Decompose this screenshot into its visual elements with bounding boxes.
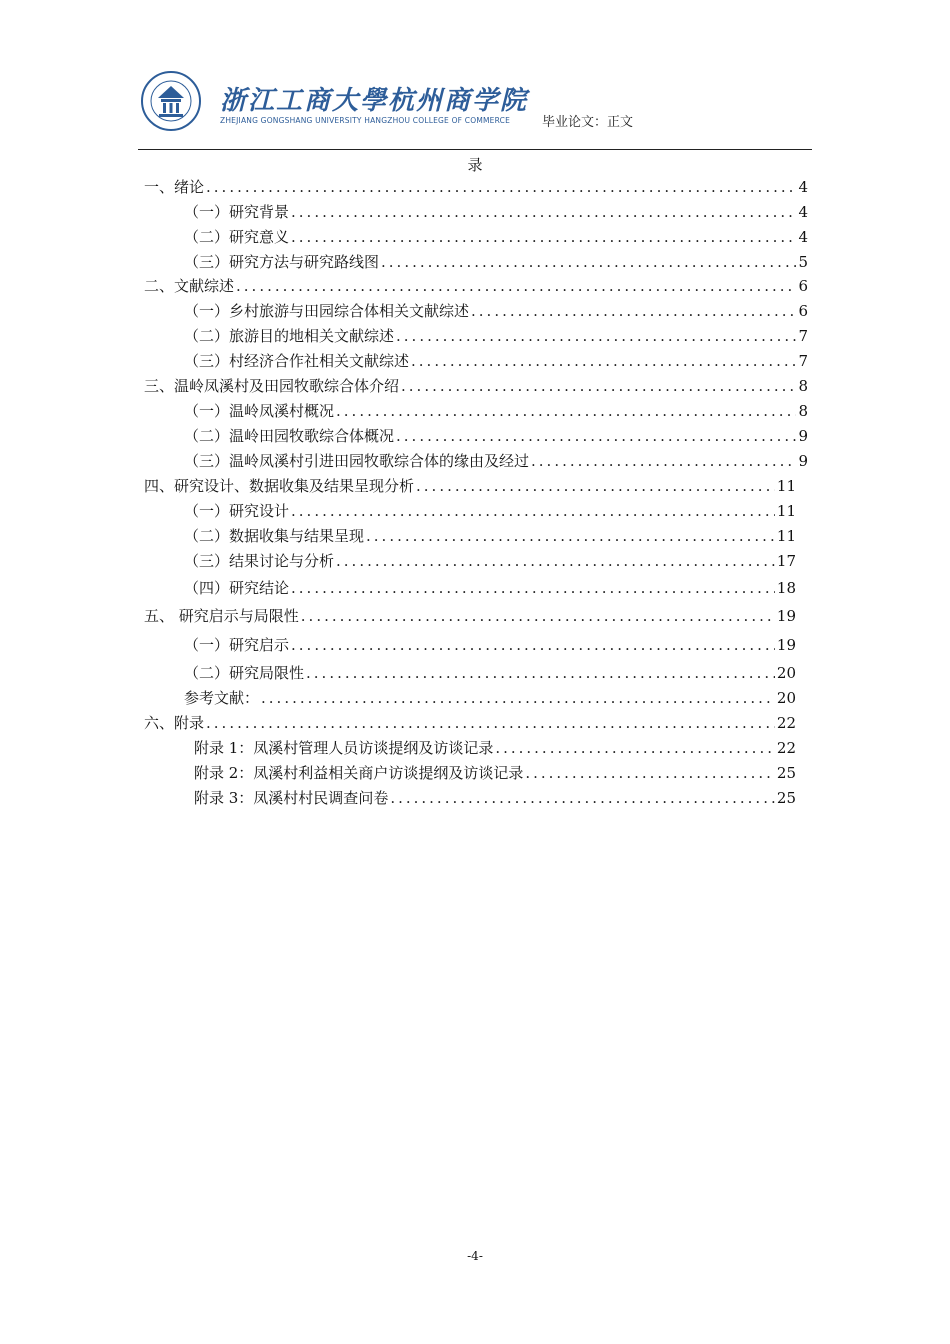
toc-leader-dots — [401, 376, 796, 396]
toc-entry-title: （一）乡村旅游与田园综合体相关文献综述 — [184, 302, 470, 320]
toc-leader-dots — [381, 252, 796, 272]
header-doc-label: 毕业论文：正文 — [542, 115, 634, 130]
toc-entry-page: 4 — [798, 178, 808, 196]
toc-entry-title: 四、研究设计、数据收集及结果呈现分析 — [144, 477, 415, 495]
toc-entry-title: 附录 3：凤溪村村民调查问卷 — [194, 789, 389, 807]
toc-leader-dots — [411, 351, 796, 371]
toc-entry-page: 5 — [798, 253, 808, 271]
university-seal-icon — [140, 70, 202, 132]
toc-entry-title: （二）研究意义 — [184, 228, 290, 246]
toc-entry[interactable] — [184, 526, 796, 546]
toc-entry[interactable] — [184, 227, 808, 247]
toc-entry[interactable] — [144, 177, 808, 197]
toc-entry-page: 20 — [776, 664, 796, 682]
toc-leader-dots — [301, 606, 775, 626]
toc-leader-dots — [291, 578, 775, 598]
toc-entry-title: （二）旅游目的地相关文献综述 — [184, 327, 395, 345]
toc-entry-page: 8 — [798, 402, 808, 420]
toc-entry-page: 11 — [776, 527, 796, 545]
toc-entry-page: 4 — [798, 203, 808, 221]
toc-entry-page: 25 — [776, 764, 796, 782]
toc-entry-title: 一、绪论 — [144, 178, 205, 196]
toc-entry-page: 9 — [798, 452, 808, 470]
toc-leader-dots — [206, 177, 796, 197]
toc-entry-page: 8 — [798, 377, 808, 395]
toc-leader-dots — [236, 276, 796, 296]
header-divider — [138, 149, 812, 150]
page-header — [138, 66, 812, 150]
toc-entry-page: 18 — [776, 579, 796, 597]
toc-entry-title: 附录 2：凤溪村利益相关商户访谈提纲及访谈记录 — [194, 764, 524, 782]
toc-leader-dots — [396, 326, 796, 346]
toc-entry-title: （二）数据收集与结果呈现 — [184, 527, 365, 545]
toc-leader-dots — [291, 227, 796, 247]
toc-entry[interactable] — [184, 451, 808, 471]
toc-entry-title: 参考文献： — [184, 689, 260, 707]
toc-leader-dots — [291, 202, 796, 222]
toc-entry[interactable] — [184, 578, 796, 598]
toc-entry-title: （三）温岭凤溪村引进田园牧歌综合体的缘由及经过 — [184, 452, 530, 470]
toc-entry[interactable] — [194, 763, 796, 783]
toc-entry[interactable] — [194, 788, 796, 808]
toc-entry[interactable] — [184, 426, 808, 446]
toc-entry-page: 20 — [776, 689, 796, 707]
toc-leader-dots — [390, 788, 775, 808]
toc-leader-dots — [206, 713, 775, 733]
toc-entry-title: （四）研究结论 — [184, 579, 290, 597]
toc-entry[interactable] — [144, 476, 796, 496]
toc-entry-title: （三）村经济合作社相关文献综述 — [184, 352, 410, 370]
toc-entry-title: （三）研究方法与研究路线图 — [184, 253, 380, 271]
toc-entry-title: 附录 1：凤溪村管理人员访谈提纲及访谈记录 — [194, 739, 494, 757]
toc-entry-page: 25 — [776, 789, 796, 807]
toc-entry-page: 19 — [776, 607, 796, 625]
toc-entry-title: 六、附录 — [144, 714, 205, 732]
logo-chinese-name: 浙江工商大學杭州商学院 — [220, 86, 529, 116]
toc-entry-title: （一）研究启示 — [184, 636, 290, 654]
toc-entry[interactable] — [184, 551, 796, 571]
toc-entry-title: （一）研究设计 — [184, 502, 290, 520]
toc-entry-page: 4 — [798, 228, 808, 246]
toc-leader-dots — [336, 551, 775, 571]
toc-entry[interactable] — [184, 326, 808, 346]
toc-entry[interactable] — [184, 252, 808, 272]
toc-entry-title: （二）温岭田园牧歌综合体概况 — [184, 427, 395, 445]
toc-leader-dots — [291, 635, 775, 655]
toc-entry[interactable] — [184, 663, 796, 683]
toc-entry-page: 19 — [776, 636, 796, 654]
toc-entry[interactable] — [184, 635, 796, 655]
toc-entry-page: 7 — [798, 352, 808, 370]
toc-entry[interactable] — [144, 606, 796, 626]
toc-entry-page: 6 — [798, 277, 808, 295]
toc-entry[interactable] — [144, 276, 808, 296]
toc-leader-dots — [471, 301, 796, 321]
toc-entry-title: （二）研究局限性 — [184, 664, 305, 682]
toc-entry-page: 11 — [776, 502, 796, 520]
toc-leader-dots — [366, 526, 775, 546]
toc-leader-dots — [261, 688, 775, 708]
toc-entry-page: 7 — [798, 327, 808, 345]
toc-entry-page: 17 — [776, 552, 796, 570]
toc-entry-page: 22 — [776, 714, 796, 732]
toc-entry-page: 9 — [798, 427, 808, 445]
toc-entry[interactable] — [194, 738, 796, 758]
toc-entry-page: 6 — [798, 302, 808, 320]
toc-entry-title: 五、 研究启示与局限性 — [144, 607, 299, 625]
toc-entry-title: 二、文献综述 — [144, 277, 235, 295]
toc-leader-dots — [336, 401, 796, 421]
toc-entry[interactable] — [184, 688, 796, 708]
toc-entry[interactable] — [184, 301, 808, 321]
toc-entry[interactable] — [184, 202, 808, 222]
toc-entry-page: 22 — [776, 739, 796, 757]
toc-leader-dots — [531, 451, 796, 471]
toc-leader-dots — [306, 663, 775, 683]
toc-entry-page: 11 — [776, 477, 796, 495]
toc-entry[interactable] — [184, 501, 796, 521]
toc-entry[interactable] — [184, 401, 808, 421]
toc-entry[interactable] — [144, 713, 796, 733]
toc-leader-dots — [495, 738, 775, 758]
logo-english-name: ZHEJIANG GONGSHANG UNIVERSITY HANGZHOU COLLEGE OF COMMERCE — [220, 116, 511, 125]
toc-entry-title: （三）结果讨论与分析 — [184, 552, 335, 570]
toc-entry-title: （一）温岭凤溪村概况 — [184, 402, 335, 420]
toc-entry-title: （一）研究背景 — [184, 203, 290, 221]
toc-leader-dots — [291, 501, 775, 521]
toc-leader-dots — [396, 426, 796, 446]
toc-leader-dots — [525, 763, 775, 783]
toc-entry[interactable] — [184, 351, 808, 371]
toc-entry-title: 三、温岭凤溪村及田园牧歌综合体介绍 — [144, 377, 400, 395]
page-number: -4- — [467, 1249, 483, 1263]
toc-title: 录 — [467, 156, 483, 174]
toc-leader-dots — [416, 476, 775, 496]
toc-entry[interactable] — [144, 376, 808, 396]
